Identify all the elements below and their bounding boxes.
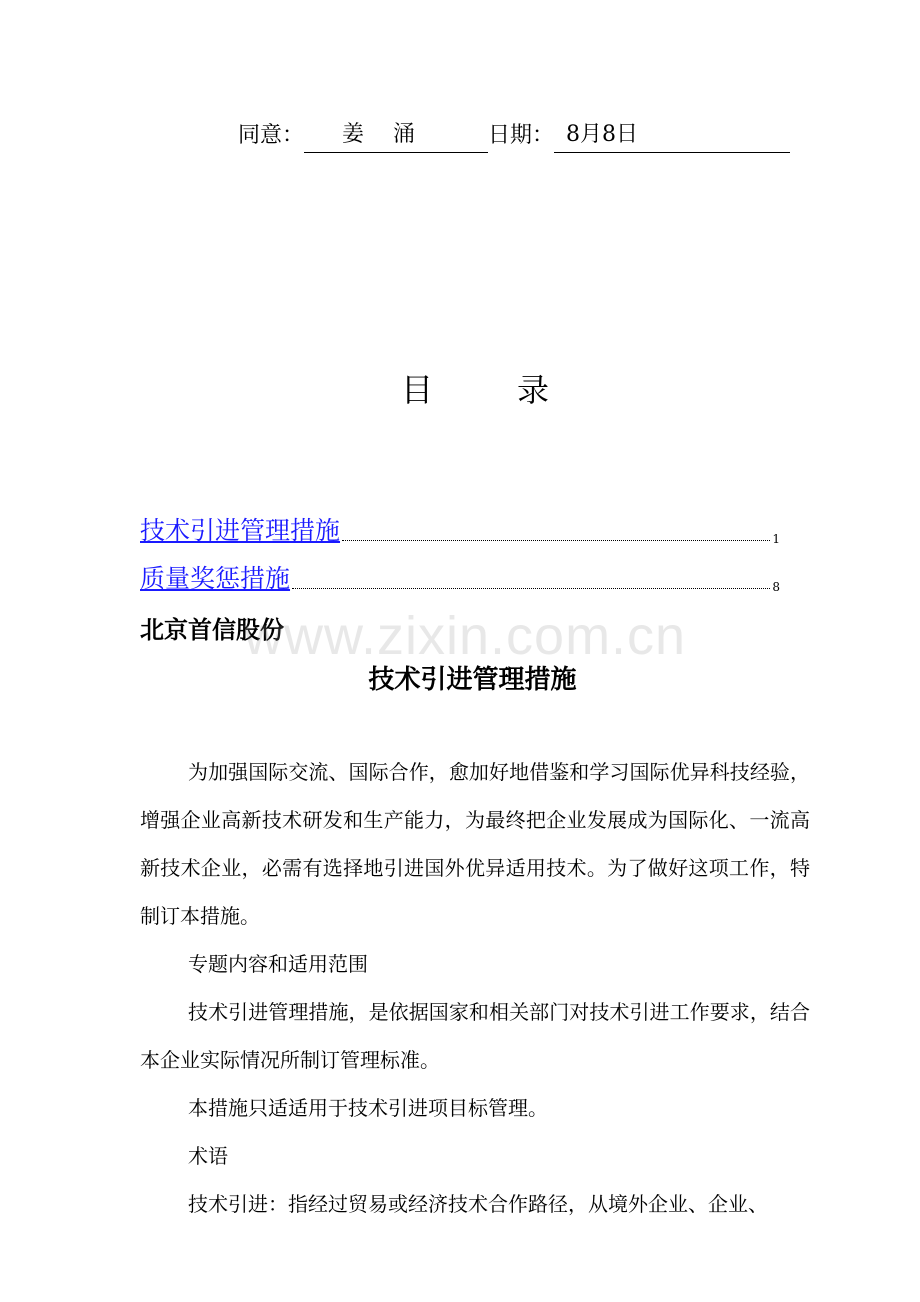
toc-link-tech-import[interactable]: 技术引进管理措施: [140, 516, 341, 545]
toc-entry[interactable]: [140, 562, 780, 596]
company-name: 北京首信股份: [140, 616, 284, 644]
body-paragraph: 本措施只适适用于技术引进项目标管理。: [188, 1096, 548, 1120]
approval-line: [238, 118, 790, 154]
toc-entry[interactable]: [140, 514, 780, 548]
body-paragraph: 技术引进：指经过贸易或经济技术合作路径，从境外企业、企业、: [188, 1192, 768, 1216]
toc-leader-dots: [292, 588, 770, 589]
toc-link-quality-reward[interactable]: 质量奖惩措施: [140, 564, 291, 593]
watermark: www.zixin.com.cn: [244, 606, 687, 666]
body-paragraph: 技术引进管理措施，是依据国家和相关部门对技术引进工作要求，结合本企业实际情况所制订管理标准。: [140, 1000, 810, 1072]
toc-title: [0, 368, 920, 412]
toc-page-number: 8: [772, 580, 780, 594]
toc-leader-dots: [342, 540, 770, 541]
approval-date: 8月8日: [554, 118, 790, 153]
toc-page-number: 1: [772, 532, 780, 546]
date-label: 日期：: [488, 123, 555, 148]
approver-name: 姜 涌: [304, 118, 488, 153]
section-heading: 专题内容和适用范围: [188, 952, 368, 976]
document-body: [140, 748, 810, 1228]
body-paragraph: 为加强国际交流、国际合作，愈加好地借鉴和学习国际优异科技经验，增强企业高新技术研发和生产能力，为最终把企业发展成为国际化、一流高新技术企业，必需有选择地引进国外优异适用技术。为了做好这项工作，特制订本措施。: [140, 760, 810, 928]
document-title: 技术引进管理措施: [368, 665, 577, 695]
agree-label: 同意：: [238, 123, 305, 148]
toc-title-char-2: 录: [517, 371, 550, 409]
section-heading: 术语: [188, 1144, 228, 1168]
toc-title-char-1: 目: [400, 371, 433, 409]
